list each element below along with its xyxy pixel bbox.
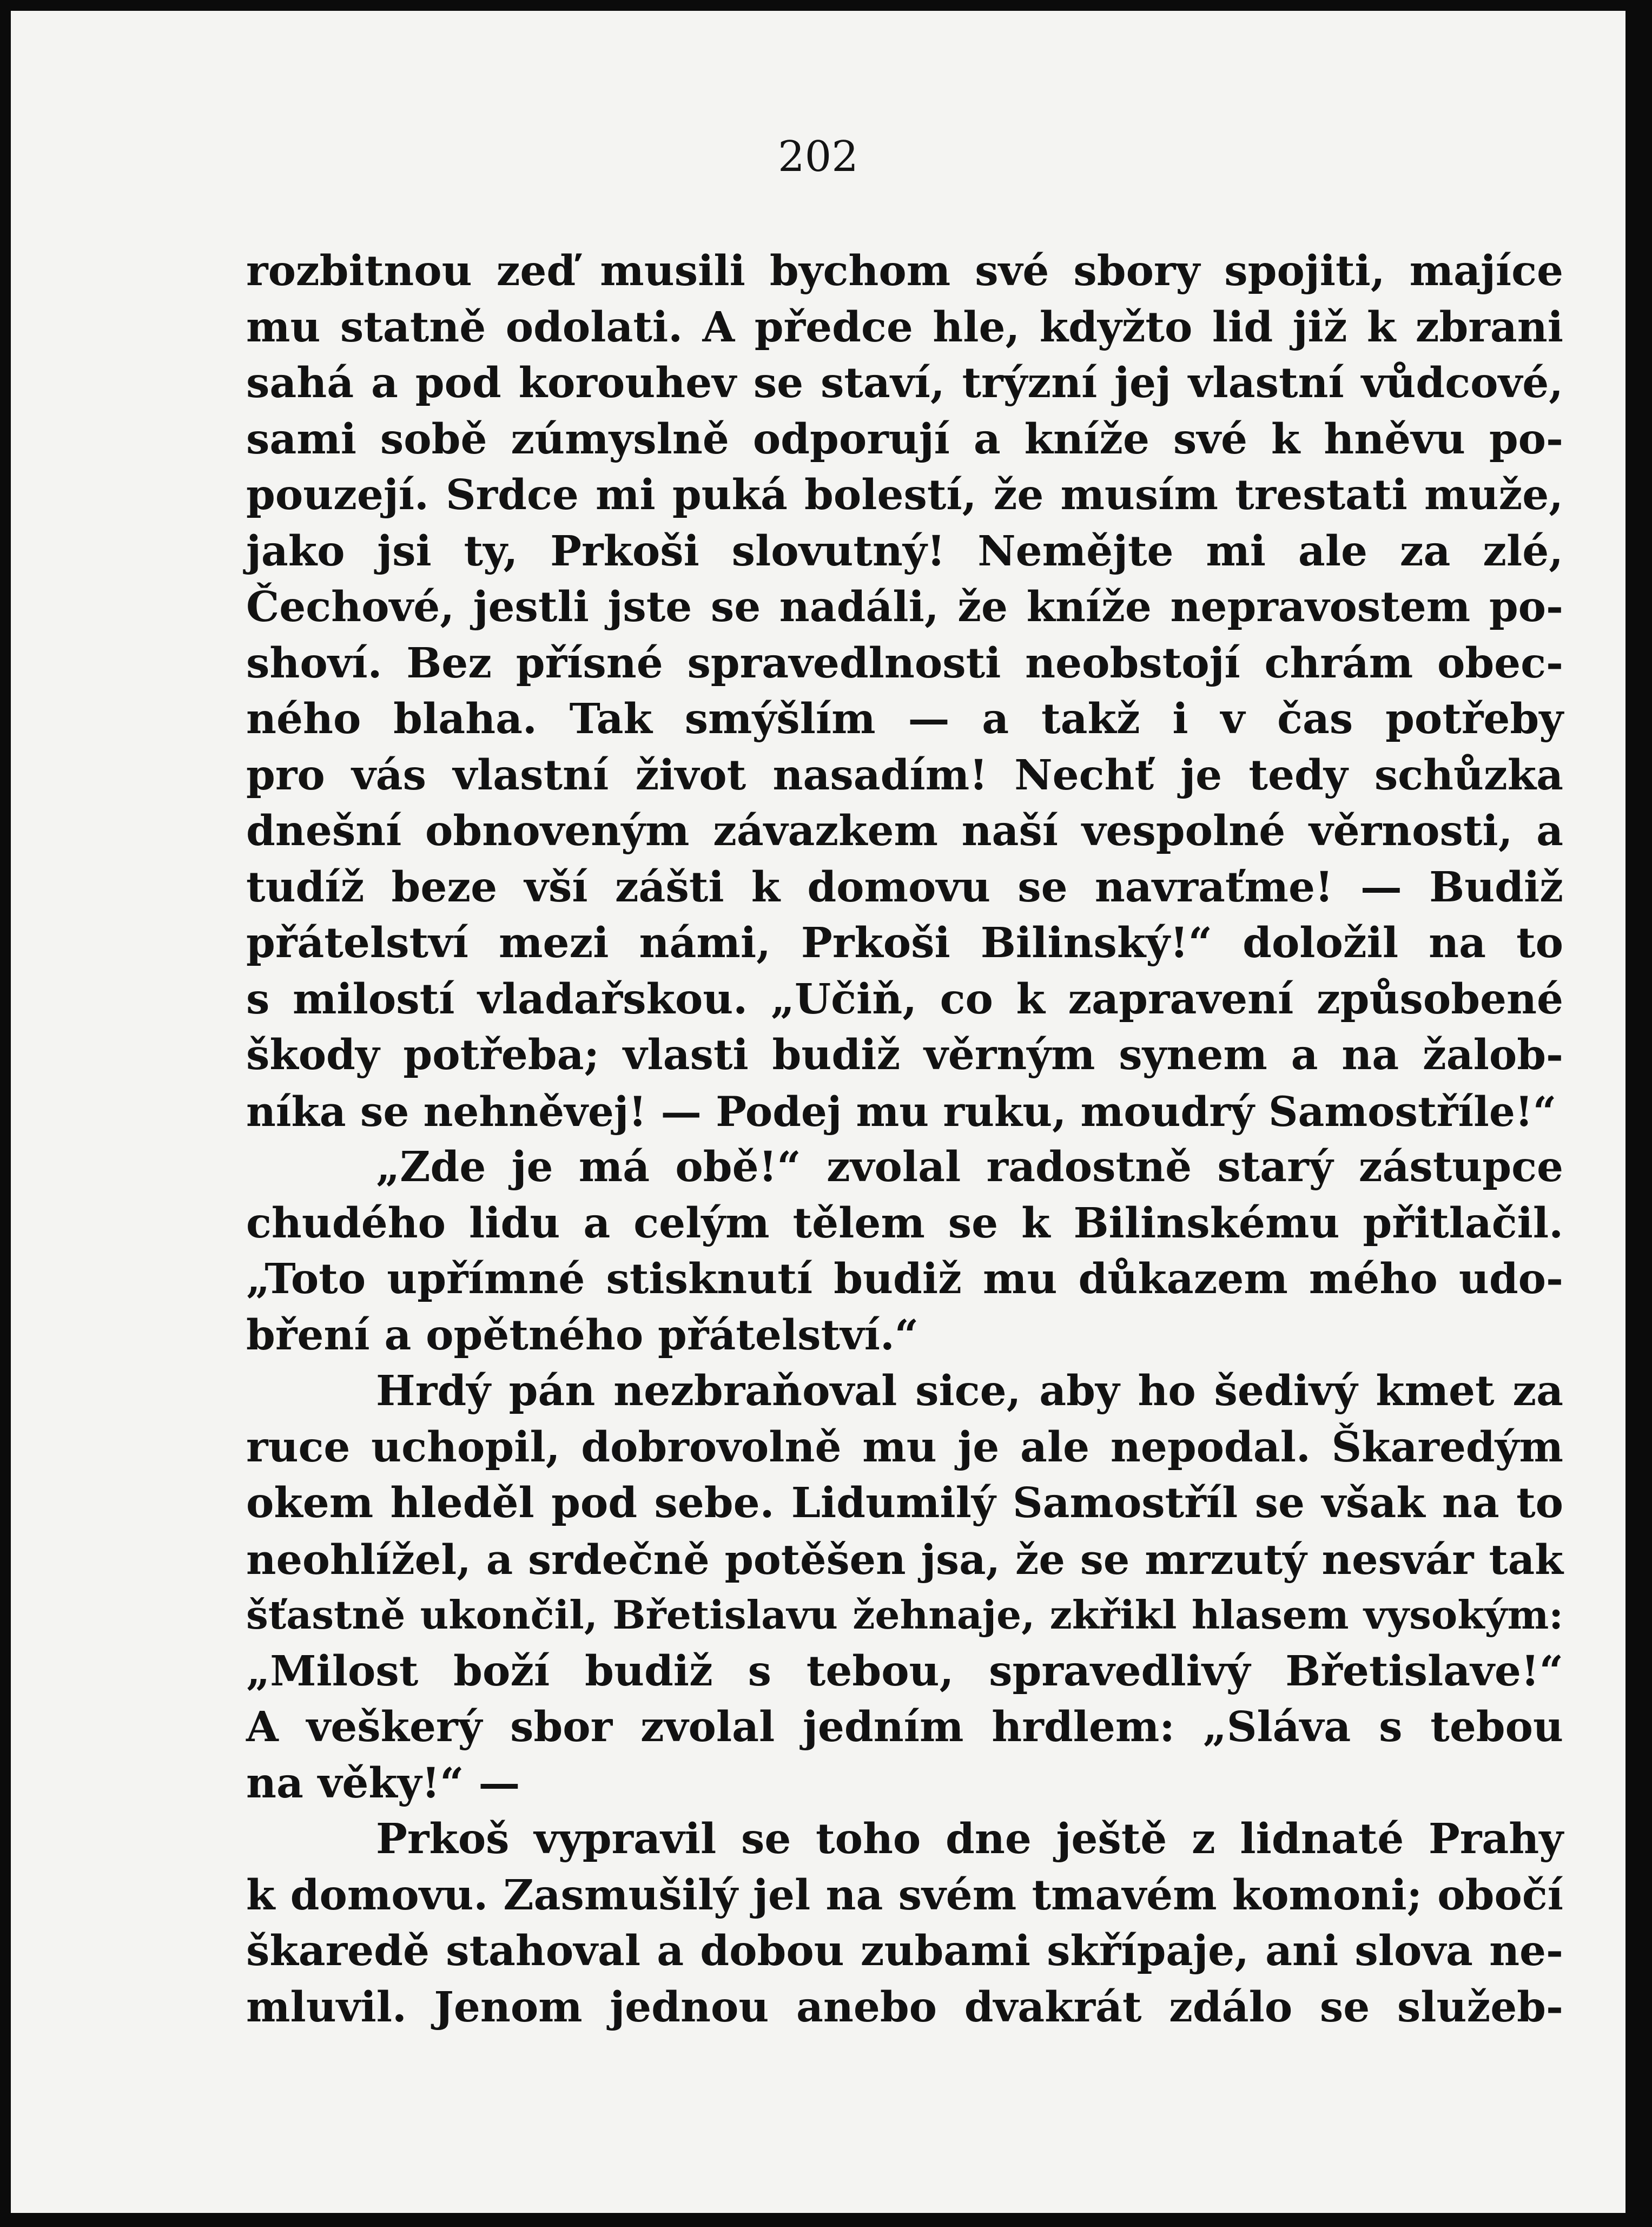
text-line: tudíž beze vší zášti k domovu se navraťme! — Budiž	[246, 862, 1563, 912]
text-line: ného blaha. Tak smýšlím — a takž i v čas potřeby	[246, 695, 1563, 743]
text-line: pro vás vlastní život nasadím! Nechť je tedy schůzka	[246, 750, 1563, 800]
body-text	[246, 243, 1563, 2035]
text-line: A veškerý sbor zvolal jedním hrdlem: „Sláva s tebou	[246, 1703, 1563, 1751]
text-line: chudého lidu a celým tělem se k Bilinskému přitlačil.	[246, 1198, 1563, 1248]
text-line: k domovu. Zasmušilý jel na svém tmavém komoni; obočí	[246, 1870, 1563, 1920]
text-line: níka se nehněvej! — Podej mu ruku, moudrý Samostříle!“	[246, 1087, 1557, 1136]
text-line: škaredě stahoval a dobou zubami skřípaje, ani slova ne-	[246, 1927, 1563, 1975]
text-line: rozbitnou zeď musili bychom své sbory spojiti, majíce	[246, 247, 1563, 295]
text-line: „Zde je má obě!“ zvolal radostně starý zástupce	[376, 1143, 1563, 1191]
text-line: přátelství mezi námi, Prkoši Bilinský!“ doložil na to	[246, 919, 1563, 967]
text-line: „Toto upřímné stisknutí budiž mu důkazem mého udo-	[246, 1255, 1563, 1303]
text-line: škody potřeba; vlasti budiž věrným synem a na žalob-	[246, 1031, 1563, 1079]
text-line: jako jsi ty, Prkoši slovutný! Nemějte mi ale za zlé,	[246, 526, 1563, 576]
text-line: sahá a pod korouhev se staví, trýzní jej vlastní vůdcové,	[246, 359, 1563, 407]
text-line: bření a opětného přátelství.“	[246, 1310, 919, 1360]
text-line: s milostí vladařskou. „Učiň, co k zapravení způsobené	[246, 974, 1563, 1024]
text-line: „Milost boží budiž s tebou, spravedlivý Břetislave!“	[246, 1646, 1563, 1696]
text-line: shoví. Bez přísné spravedlnosti neobstojí chrám obec-	[246, 638, 1563, 688]
book-page	[11, 11, 1625, 2213]
text-line: neohlížel, a srdečně potěšen jsa, že se mrzutý nesvár tak	[246, 1534, 1563, 1584]
text-line: ruce uchopil, dobrovolně mu je ale nepodal. Škaredým	[246, 1422, 1563, 1472]
text-line: pouzejí. Srdce mi puká bolestí, že musím trestati muže,	[246, 471, 1563, 519]
text-line: Hrdý pán nezbraňoval sice, aby ho šedivý kmet za	[376, 1367, 1563, 1415]
text-line: šťastně ukončil, Břetislavu žehnaje, zkřikl hlasem vysokým:	[246, 1592, 1563, 1638]
text-line: dnešní obnoveným závazkem naší vespolné věrnosti, a	[246, 807, 1563, 855]
text-line: sami sobě zúmyslně odporují a kníže své k hněvu po-	[246, 414, 1563, 464]
text-line: okem hleděl pod sebe. Lidumilý Samostříl se však na to	[246, 1479, 1563, 1527]
text-line: mluvil. Jenom jednou anebo dvakrát zdálo se služeb-	[246, 1982, 1563, 2032]
text-line: Prkoš vypravil se toho dne ještě z lidnaté Prahy	[376, 1815, 1563, 1863]
text-line: mu statně odolati. A předce hle, kdyžto lid již k zbrani	[246, 302, 1563, 352]
text-line: na věky!“ —	[246, 1758, 520, 1808]
page-number: 202	[778, 133, 858, 181]
text-line: Čechové, jestli jste se nadáli, že kníže nepravostem po-	[246, 583, 1563, 631]
